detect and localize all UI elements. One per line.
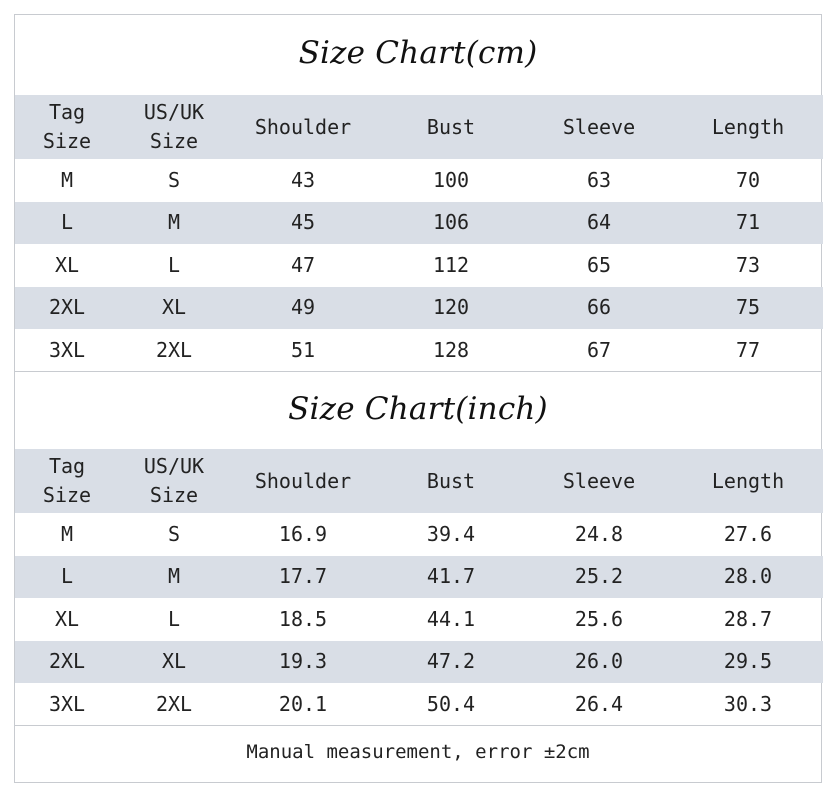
divider (15, 725, 821, 726)
table-cell: 29.5 (673, 641, 823, 684)
column-header (119, 449, 229, 513)
measurement-note: Manual measurement, error ±2cm (246, 741, 590, 763)
table-cell: 45 (229, 202, 377, 245)
table-cell: 3XL (48, 337, 86, 362)
table-cell: 47 (290, 252, 316, 277)
table-cell: 44.1 (426, 606, 476, 631)
column-header-text: Shoulder (254, 114, 352, 139)
inch-table-body (15, 449, 823, 726)
table-row (15, 159, 823, 202)
table-cell: 27.6 (723, 521, 773, 546)
column-header (673, 95, 823, 159)
table-cell: 28.7 (723, 606, 773, 631)
table-cell: XL (54, 606, 80, 631)
table-cell: XL (119, 287, 229, 330)
column-header-text: US/UK (143, 454, 205, 478)
column-header (119, 95, 229, 159)
table-cell: M (60, 521, 74, 546)
table-cell: XL (54, 252, 80, 277)
table-cell: 3XL (48, 691, 86, 716)
table-row (15, 513, 823, 556)
table-cell: 25.2 (525, 556, 673, 599)
table-cell: M (119, 556, 229, 599)
table-cell: 30.3 (723, 691, 773, 716)
table-cell: 50.4 (426, 691, 476, 716)
table-row (15, 329, 823, 372)
table-cell: S (167, 167, 181, 192)
column-header (229, 449, 377, 513)
table-row (15, 287, 823, 330)
table-cell: 64 (525, 202, 673, 245)
cm-size-table (15, 95, 823, 372)
table-cell: M (60, 167, 74, 192)
column-header (15, 95, 119, 159)
table-cell: 2XL (15, 287, 119, 330)
column-header-text: Sleeve (562, 114, 636, 139)
table-cell: L (15, 202, 119, 245)
column-header-text: Size (42, 129, 92, 153)
table-cell: 26.4 (574, 691, 624, 716)
table-cell: 26.0 (525, 641, 673, 684)
column-header-text: Sleeve (562, 468, 636, 493)
table-cell: 66 (525, 287, 673, 330)
table-cell: 70 (735, 167, 761, 192)
table-cell: 63 (586, 167, 612, 192)
table-row (15, 598, 823, 641)
column-header (377, 449, 525, 513)
table-cell: 51 (290, 337, 316, 362)
table-cell: 18.5 (278, 606, 328, 631)
inch-size-table (15, 449, 823, 726)
table-cell: 67 (586, 337, 612, 362)
table-cell: 128 (432, 337, 470, 362)
table-cell: 112 (432, 252, 470, 277)
table-cell: XL (119, 641, 229, 684)
table-cell: 20.1 (278, 691, 328, 716)
column-header-text: Size (42, 483, 92, 507)
column-header-text: Length (711, 468, 785, 493)
column-header (15, 449, 119, 513)
table-cell: 43 (290, 167, 316, 192)
divider (15, 371, 821, 372)
column-header (377, 95, 525, 159)
column-header-text: Bust (426, 468, 476, 493)
table-header-row (15, 95, 823, 159)
column-header (525, 95, 673, 159)
column-header-text: US/UK (143, 100, 205, 124)
column-header (525, 449, 673, 513)
column-header-text: Size (149, 483, 199, 507)
table-cell: 73 (735, 252, 761, 277)
table-cell: 16.9 (278, 521, 328, 546)
table-row (15, 556, 823, 599)
size-chart-frame (14, 14, 822, 783)
table-cell: 28.0 (673, 556, 823, 599)
inch-chart-title: Size Chart(inch) (288, 391, 548, 427)
table-cell: 19.3 (229, 641, 377, 684)
table-cell: 39.4 (426, 521, 476, 546)
table-cell: 106 (377, 202, 525, 245)
table-cell: 49 (229, 287, 377, 330)
table-cell: 65 (586, 252, 612, 277)
table-cell: 47.2 (377, 641, 525, 684)
column-header-text: Shoulder (254, 468, 352, 493)
column-header-text: Bust (426, 114, 476, 139)
table-cell: 100 (432, 167, 470, 192)
table-header-row (15, 449, 823, 513)
cm-chart-title: Size Chart(cm) (298, 35, 538, 71)
table-cell: 120 (377, 287, 525, 330)
table-cell: S (167, 521, 181, 546)
cm-table-body (15, 95, 823, 372)
table-cell: 17.7 (229, 556, 377, 599)
table-row (15, 683, 823, 726)
table-row (15, 641, 823, 684)
column-header-text: Length (711, 114, 785, 139)
table-cell: 2XL (155, 691, 193, 716)
table-cell: L (15, 556, 119, 599)
column-header (673, 449, 823, 513)
table-cell: 2XL (155, 337, 193, 362)
column-header-text: Tag (48, 100, 86, 124)
table-cell: 24.8 (574, 521, 624, 546)
column-header-text: Tag (48, 454, 86, 478)
table-cell: 71 (673, 202, 823, 245)
column-header (229, 95, 377, 159)
table-cell: L (167, 252, 181, 277)
table-cell: 25.6 (574, 606, 624, 631)
table-cell: L (167, 606, 181, 631)
column-header-text: Size (149, 129, 199, 153)
table-cell: 41.7 (377, 556, 525, 599)
table-cell: 75 (673, 287, 823, 330)
table-row (15, 202, 823, 245)
table-cell: M (119, 202, 229, 245)
table-row (15, 244, 823, 287)
table-cell: 2XL (15, 641, 119, 684)
table-cell: 77 (735, 337, 761, 362)
